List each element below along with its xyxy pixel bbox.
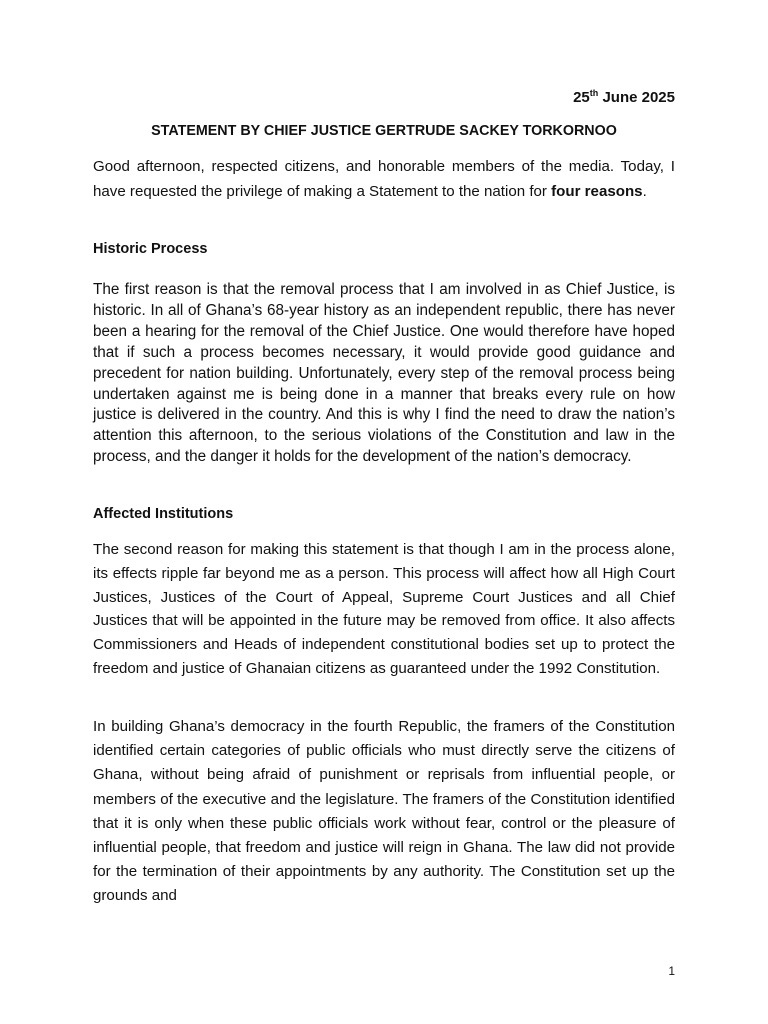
- date-month-year: June 2025: [598, 89, 675, 106]
- historic-process-heading: Historic Process: [93, 241, 208, 257]
- affected-institutions-paragraph: The second reason for making this statement is that though I am in the process alone, its effects ripple far beyond me as a person. This process will affect how all High Court Justices, Justices of the Court of Appeal, Supreme Court Justices and all Chief Justices that will be appointed in the future may be removed from office. It also affects Commissioners and Heads of independent constitutional bodies set up to protect the freedom and justice of Ghanaian citizens as guaranteed under the 1992 Constitution.: [93, 541, 675, 677]
- intro-bold-text: four reasons: [551, 182, 643, 200]
- document-page: [93, 0, 675, 1024]
- date-suffix: th: [589, 88, 599, 98]
- page-number: 1: [668, 964, 675, 978]
- historic-process-paragraph: The first reason is that the removal process that I am involved in as Chief Justice, is historic. In all of Ghana’s 68-year history as an independent republic, there has never been a hearing for the removal of the Chief Justice. One would therefore have hoped that if such a process becomes necessary, it would provide good guidance and precedent for nation building. Unfortunately, every step of the removal process being undertaken against me is being done in a manner that breaks every rule on how justice is delivered in the country. And this is why I find the need to draw the nation’s attention this afternoon, to the serious violations of the Constitution and law in the process, and the danger it holds for the development of the nation’s democracy.: [93, 281, 675, 466]
- date-day: 25: [573, 89, 590, 106]
- statement-date: [573, 88, 675, 108]
- statement-title: STATEMENT BY CHIEF JUSTICE GERTRUDE SACKEY TORKORNOO: [151, 123, 617, 139]
- intro-paragraph: [93, 155, 675, 204]
- intro-text: Good afternoon, respected citizens, and honorable members of the media. Today, I have requested the privilege of making a Statement to the nation for: [93, 158, 675, 200]
- democracy-paragraph: In building Ghana’s democracy in the fourth Republic, the framers of the Constitution identified certain categories of public officials who must directly serve the citizens of Ghana, without being afraid of punishment or reprisals from influential people, or members of the executive and the legislature. The framers of the Constitution identified that it is only when these public officials work without fear, control or the pleasure of influential people, that freedom and justice will reign in Ghana. The law did not provide for the termination of their appointments by any authority. The Constitution set up the grounds and: [93, 718, 675, 905]
- intro-end: .: [642, 182, 647, 200]
- affected-institutions-heading: Affected Institutions: [93, 506, 234, 522]
